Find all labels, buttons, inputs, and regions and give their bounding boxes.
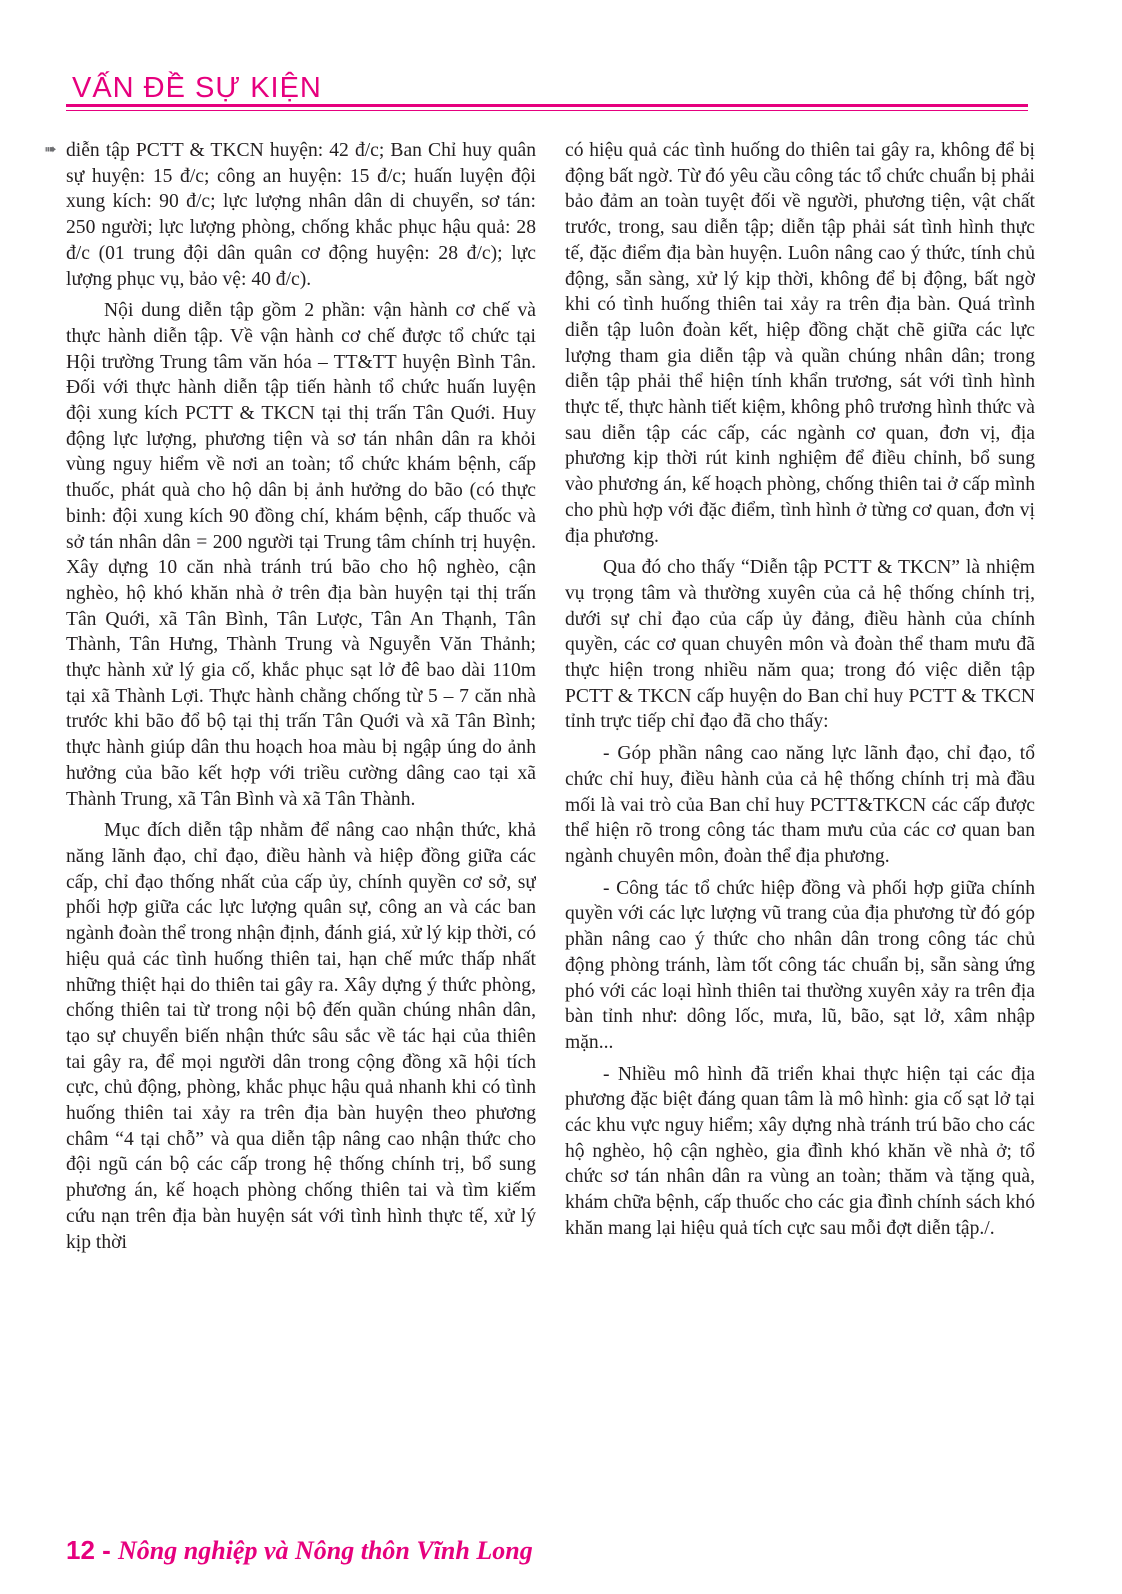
header-divider-thin: [66, 110, 1028, 111]
page-footer: [66, 1535, 533, 1566]
magazine-name: Nông nghiệp và Nông thôn Vĩnh Long: [118, 1536, 533, 1565]
header-divider: [66, 104, 1028, 107]
paragraph: Mục đích diễn tập nhằm để nâng cao nhận thức, khả năng lãnh đạo, chỉ đạo, điều hành và hiệp đồng giữa các cấp, chỉ đạo thống nhất của cấp ủy, chính quyền cơ sở, sự phối hợp giữa các lực lượng quân sự, công an và các ban ngành đoàn thể trong nhận định, đánh giá, xử lý kịp thời, có hiệu quả các tình huống thiên tai, hạn chế mức thấp nhất những thiệt hại do thiên tai gây ra. Xây dựng ý thức phòng, chống thiên tai từ trong nội bộ đến quần chúng nhân dân, tạo sự chuyển biến nhận thức sâu sắc về tác hại của thiên tai gây ra, để mọi người dân trong cộng đồng xã hội tích cực, chủ động, phòng, khắc phục hậu quả nhanh khi có tình huống thiên tai xảy ra trên địa bàn huyện theo phương châm “4 tại chỗ” và qua diễn tập nâng cao nhận thức cho đội ngũ cán bộ các cấp trong hệ thống chính trị, bổ sung phương án, kế hoạch phòng chống thiên tai và tìm kiếm cứu nạn trên địa bàn huyện sát với tình hình thực tế, xử lý kịp thời: [66, 820, 536, 1253]
paragraph: - Nhiều mô hình đã triển khai thực hiện tại các địa phương đặc biệt đáng quan tâm là mô hình: gia cố sạt lở tại các khu vực nguy hiểm; xây dựng nhà tránh trú bão cho các hộ nghèo, hộ cận nghèo, gia đình khó khăn về nhà ở; tổ chức sơ tán nhân dân ra vùng an toàn; thăm và tặng quà, khám chữa bệnh, cấp thuốc cho các gia đình chính sách khó khăn mang lại hiệu quả tích cực sau mỗi đợt diễn tập./.: [565, 1063, 1035, 1239]
paragraph: Qua đó cho thấy “Diễn tập PCTT & TKCN” là nhiệm vụ trọng tâm và thường xuyên của cả hệ thống chính trị, dưới sự chỉ đạo của cấp ủy đảng, điều hành của chính quyền, các cơ quan chuyên môn và đoàn thể tham mưu đã thực hiện trong nhiều năm qua; trong đó việc diễn tập PCTT & TKCN cấp huyện do Ban chỉ huy PCTT & TKCN tỉnh trực tiếp chỉ đạo đã cho thấy:: [565, 557, 1035, 733]
footer-separator: -: [94, 1535, 119, 1565]
paragraph: - Công tác tổ chức hiệp đồng và phối hợp giữa chính quyền với các lực lượng vũ trang của địa phương từ đó góp phần nâng cao ý thức cho nhân dân trong công tác chủ động phòng tránh, làm tốt công tác chuẩn bị, sẵn sàng ứng phó với các loại hình thiên tai thường xuyên xảy ra trên địa bàn tỉnh như: dông lốc, mưa, lũ, bão, sạt lở, xâm nhập mặn...: [565, 877, 1035, 1053]
arrow-right-icon: ➠: [44, 140, 57, 158]
page-number: 12: [66, 1535, 95, 1565]
section-title: VẤN ĐỀ SỰ KIỆN: [72, 72, 322, 104]
paragraph: Nội dung diễn tập gồm 2 phần: vận hành cơ chế và thực hành diễn tập. Về vận hành cơ chế được tổ chức tại Hội trường Trung tâm văn hóa – TT&TT huyện Bình Tân. Đối với thực hành diễn tập tiến hành tổ chức huấn luyện đội xung kích PCTT & TKCN tại thị trấn Tân Quới. Huy động lực lượng, phương tiện và sơ tán nhân dân ra khỏi vùng nguy hiểm về nơi an toàn; tổ chức khám bệnh, cấp thuốc, phát quà cho hộ dân bị ảnh hưởng do bão (có thực binh: đội xung kích 90 đồng chí, khám bệnh, cấp thuốc và sở tán nhân dân = 200 người tại Trung tâm chính trị huyện. Xây dựng 10 căn nhà tránh trú bão cho hộ nghèo, cận nghèo, hộ khó khăn nhà ở trên địa bàn huyện tại thị trấn Tân Quới, xã Tân Bình, Tân Lược, Tân An Thạnh, Tân Thành, Tân Hưng, Thành Trung và Nguyễn Văn Thảnh; thực hành xử lý gia cố, khắc phục sạt lở đê bao dài 110m tại xã Thành Lợi. Thực hành chằng chống từ 5 – 7 căn nhà trước khi bão đổ bộ tại thị trấn Tân Quới và xã Tân Bình; thực hành giúp dân thu hoạch hoa màu bị ngập úng do ảnh hưởng của bão kết hợp với triều cường dâng cao tại xã Thành Trung, xã Tân Bình và xã Tân Thành.: [66, 300, 536, 810]
paragraph: có hiệu quả các tình huống do thiên tai gây ra, không để bị động bất ngờ. Từ đó yêu cầu công tác tổ chức chuẩn bị phải bảo đảm an toàn tuyệt đối về người, phương tiện, vật chất trước, trong, sau diễn tập; diễn tập phải sát tình hình thực tế, đặc điểm địa bàn huyện. Luôn nâng cao ý thức, tính chủ động, sẵn sàng, xử lý kịp thời, không để bị động, bất ngờ khi có tình huống thiên tai xảy ra trên địa bàn. Quá trình diễn tập luôn đoàn kết, hiệp đồng chặt chẽ giữa các lực lượng tham gia diễn tập và quần chúng nhân dân; trong diễn tập phải thể hiện tính khẩn trương, sát với tình hình thực tế, thực hành tiết kiệm, không phô trương hình thức và sau diễn tập các cấp, các ngành cơ quan, đơn vị, địa phương kịp thời rút kinh nghiệm để điều chỉnh, bổ sung vào phương án, kế hoạch phòng, chống thiên tai ở cấp mình cho phù hợp với đặc điểm, tình hình ở từng cơ quan, đơn vị địa phương.: [565, 140, 1035, 547]
paragraph: diễn tập PCTT & TKCN huyện: 42 đ/c; Ban Chỉ huy quân sự huyện: 15 đ/c; công an huyện: 15 đ/c; huấn luyện đội xung kích: 90 đ/c; lực lượng nhân dân di chuyển, sơ tán: 250 người; lực lượng phòng, chống khắc phục hậu quả: 28 đ/c (01 trung đội dân quân cơ động huyện: 28 đ/c); lực lượng phục vụ, bảo vệ: 40 đ/c).: [66, 140, 536, 290]
paragraph: - Góp phần nâng cao năng lực lãnh đạo, chỉ đạo, tổ chức chỉ huy, điều hành của cả hệ thống chính trị mà đầu mối là vai trò của Ban chỉ huy PCTT&TKCN các cấp được thể hiện rõ trong công tác tham mưu của các cơ quan ban ngành chuyên môn, đoàn thể địa phương.: [565, 743, 1035, 867]
article-column-left: [66, 138, 536, 1468]
article-column-right: [565, 138, 1035, 1468]
